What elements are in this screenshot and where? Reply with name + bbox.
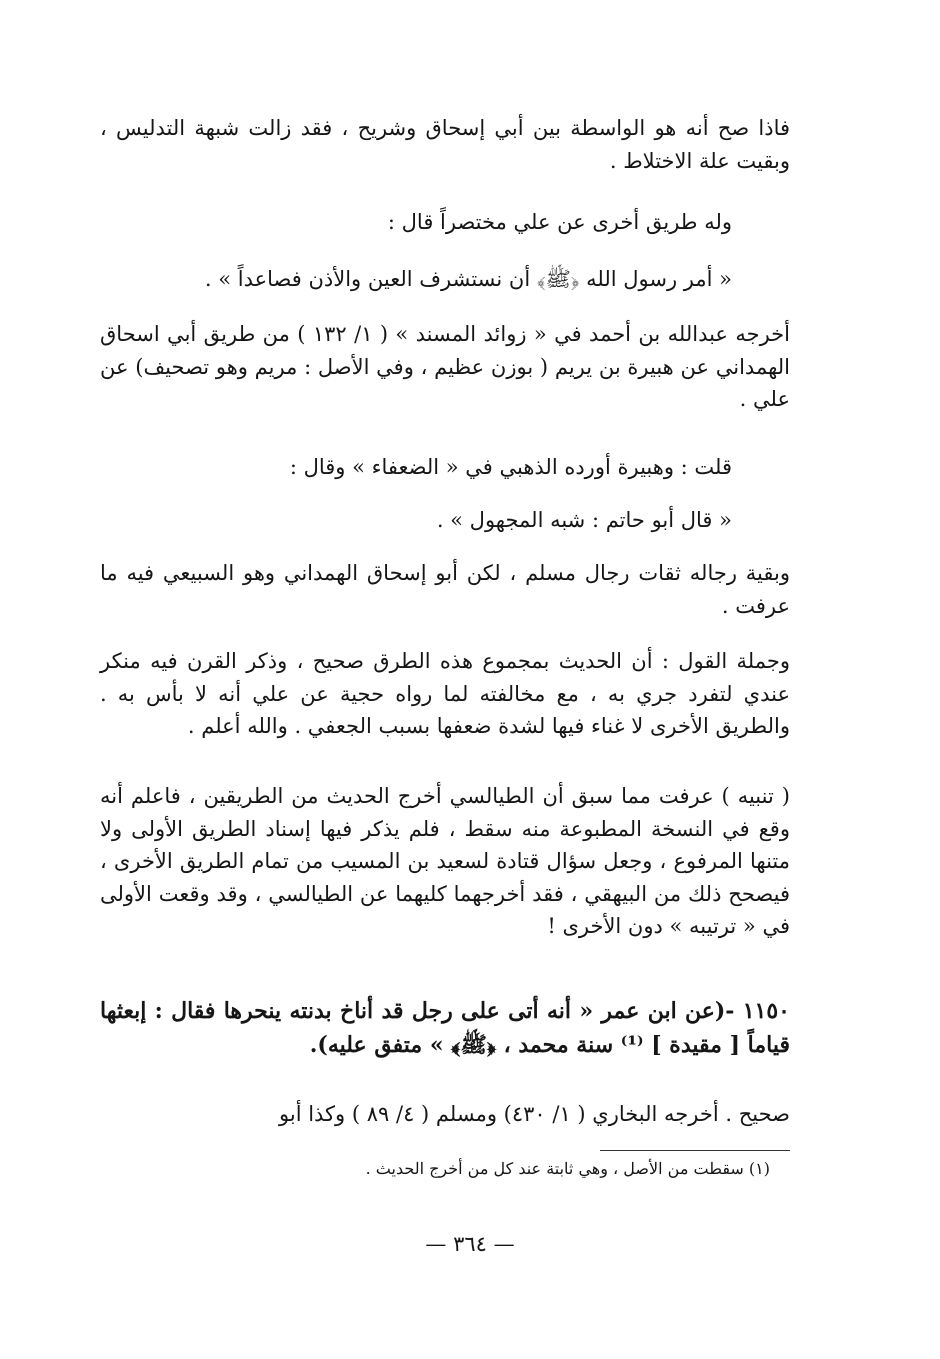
paragraph-1	[100, 112, 790, 177]
hadith-quote-1	[100, 263, 790, 296]
paragraph-text: « أمر رسول الله ﴿ﷺ﴾ أن نستشرف العين والأذن فصاعداً » .	[204, 267, 732, 291]
paragraph-2	[100, 206, 790, 239]
paragraph-text: وبقية رجاله ثقات رجال مسلم ، لكن أبو إسحاق الهمداني وهو السبيعي فيه ما عرفت .	[100, 561, 790, 618]
quote-abu-hatim	[100, 504, 790, 537]
paragraph-takhrij	[100, 318, 790, 416]
paragraph-text: صحيح . أخرجه البخاري ( ١/ ٤٣٠) ومسلم ( ٤/ ٨٩ ) وكذا أبو	[279, 1102, 790, 1126]
paragraph-sahih	[100, 1098, 790, 1131]
paragraph-text: وجملة القول : أن الحديث بمجموع هذه الطرق صحيح ، وذكر القرن فيه منكر عندي لتفرد جري به ، مع مخالفته لما رواه حجية عن علي أنه لا بأس به . والطريق الأخرى لا غناء فيها لشدة ضعفها بسبب الجعفي . والله أعلم .	[100, 649, 790, 739]
paragraph-summary	[100, 645, 790, 743]
paragraph-qultu	[100, 451, 790, 484]
paragraph-text: قلت : وهبيرة أورده الذهبي في « الضعفاء » وقال :	[289, 455, 732, 479]
footnote: (١) سقطت من الأصل ، وهي ثابتة عند كل من أخرج الحديث .	[365, 1159, 770, 1178]
paragraph-text: أخرجه عبدالله بن أحمد في « زوائد المسند » ( ١/ ١٣٢ ) من طريق أبي اسحاق الهمداني عن هبيرة بن يريم ( بوزن عظيم ، وفي الأصل : مريم وهو تصحيف) عن علي .	[100, 322, 790, 412]
footnote-divider	[600, 1150, 790, 1151]
paragraph-tanbih	[100, 780, 790, 943]
paragraph-rijal	[100, 557, 790, 622]
paragraph-text: فاذا صح أنه هو الواسطة بين أبي إسحاق وشريح ، فقد زالت شبهة التدليس ، وبقيت علة الاختلاط .	[100, 116, 790, 173]
page-number: — ٣٦٤ —	[425, 1232, 515, 1256]
paragraph-text: ١١٥٠ -(عن ابن عمر « أنه أتى على رجل قد أناخ بدنته ينحرها فقال : إبعثها قياماً [ مقيدة ] ⁽¹⁾ سنة محمد ، ﴿ﷺ﴾ » متفق عليه).	[100, 998, 790, 1059]
hadith-1150	[100, 994, 790, 1062]
paragraph-text: وله طريق أخرى عن علي مختصراً قال :	[387, 210, 732, 234]
paragraph-text: « قال أبو حاتم : شبه المجهول » .	[436, 508, 732, 532]
paragraph-text: ( تنبيه ) عرفت مما سبق أن الطيالسي أخرج الحديث من الطريقين ، فاعلم أنه وقع في النسخة المطبوعة منه سقط ، فلم يذكر فيها إسناد الطريق الأولى ولا متنها المرفوع ، وجعل سؤال قتادة لسعيد بن المسيب من تمام الطريق الأخرى ، فيصحح ذلك من البيهقي ، فقد أخرجهما كليهما عن الطيالسي ، وقد وقعت الأولى في « ترتيبه » دون الأخرى !	[100, 784, 790, 939]
